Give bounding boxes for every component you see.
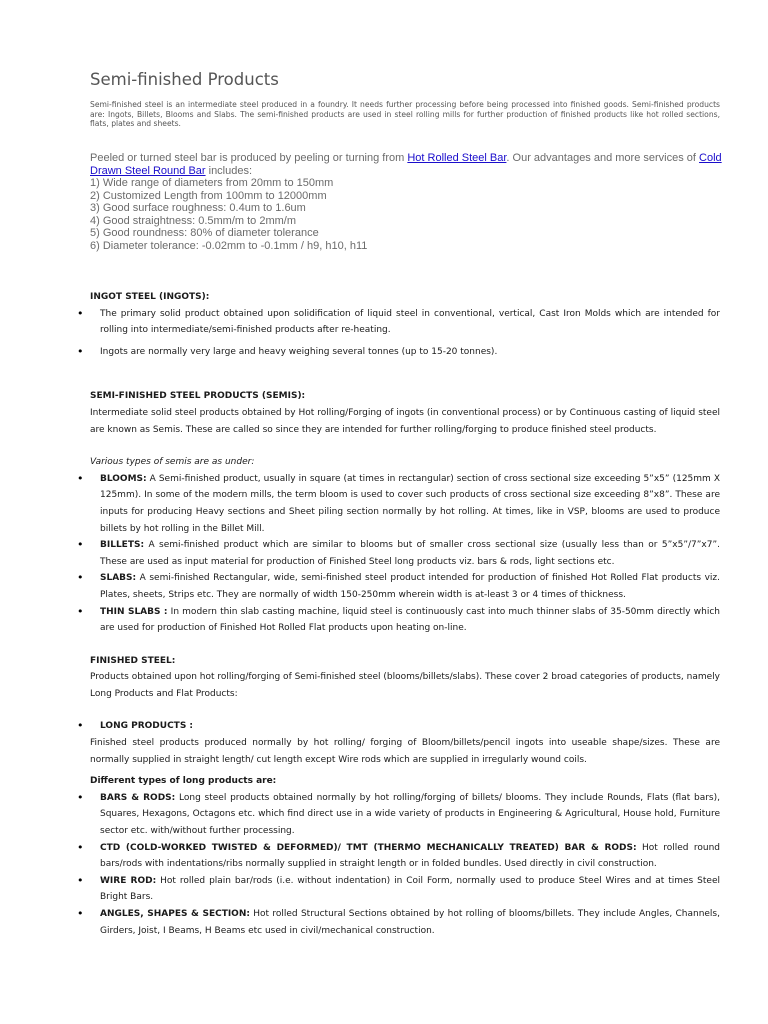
long-products-list [90, 718, 720, 735]
list-item [90, 873, 720, 906]
peeled-lead-text: Peeled or turned steel bar is produced by peeling or turning from [90, 152, 408, 164]
peeled-list-item: 1) Wide range of diameters from 20mm to 150mm [90, 177, 334, 189]
ctd-tmt-label: CTD (COLD-WORKED TWISTED & DEFORMED)/ TMT (THERMO MECHANICALLY TREATED) BAR & RODS: [100, 842, 637, 853]
list-item [90, 906, 720, 939]
bars-rods-label: BARS & RODS: [100, 792, 176, 803]
peeled-list-item: 2) Customized Length from 100mm to 12000mm [90, 189, 327, 202]
semis-types-intro: Various types of semis are as under: [90, 457, 255, 468]
list-item [90, 537, 720, 570]
list-item: • The primary solid product obtained upon solidification of liquid steel in conventional, vertical, Cast Iron Molds which are intended for rolling into intermediate/semi-finished products after re-heating. [90, 306, 720, 339]
peeled-bar-section [90, 152, 722, 252]
list-item: • Ingots are normally very large and heavy weighing several tonnes (up to 15-20 tonnes). [90, 344, 720, 361]
bars-rods-text: Long steel products obtained normally by hot rolling/forging of billets/ blooms. They include Rounds, Flats (flat bars), Squares, Hexagons, Octagons etc. which find direct use in a wide variety of products in Engineering & Agricultural, House hold, Furniture sector etc. with/without further processing. [100, 792, 720, 837]
thin-slabs-text: In modern thin slab casting machine, liquid steel is continuously cast into much thinner slabs of 35-50mm directly which are used for production of Finished Hot Rolled Flat products upon heating on-line. [100, 606, 720, 634]
finished-paragraph: Products obtained upon hot rolling/forging of Semi-finished steel (blooms/billets/slabs). These cover 2 broad categories of products, namely Long Products and Flat Products: [90, 672, 721, 699]
long-products-label: LONG PRODUCTS : [100, 721, 194, 732]
angles-text: Hot rolled Structural Sections obtained by hot rolling of blooms/billets. They include Angles, Channels, Girders, Joist, I Beams, H Beams etc used in civil/mechanical construction. [100, 909, 720, 936]
peeled-mid-text: . Our advantages and more services of [506, 152, 700, 164]
ingot-list [90, 306, 720, 361]
blooms-text: A Semi-finished product, usually in square (at times in rectangular) section of cross sectional size exceeding 5”x5” (125mm X 125mm). In some of the modern mills, the term bloom is used to cover such products of cross sectional size exceeding 8”x8”. These are inputs for producing Heavy sections and Sheet piling section normally by hot rolling. At times, like in VSP, blooms are used to produce billets by hot rolling in the Billet Mill. [100, 473, 720, 534]
wire-rod-text: Hot rolled plain bar/rods (i.e. without indentation) in Coil Form, normally used to produce Steel Wires and at times Steel Bright Bars. [100, 875, 720, 903]
list-item [90, 790, 720, 840]
blooms-label: BLOOMS: [100, 473, 147, 484]
billets-text: A semi-finished product which are similar to blooms but of smaller cross sectional size (usually less than or 5”x5”/7”x7”. These are used as input material for production of Finished Steel long products viz. bars & rods, light sections etc. [100, 540, 720, 567]
list-item [90, 570, 720, 603]
ctd-tmt-text: Hot rolled round bars/rods with indentations/ribs normally supplied in straight length or in folded bundles. Used directly in civil construction. [100, 842, 720, 870]
peeled-list-item: 6) Diameter tolerance: -0.02mm to -0.1mm / h9, h10, h11 [90, 239, 368, 252]
page-title: Semi-finished Products [90, 70, 279, 89]
list-item [90, 471, 720, 537]
list-item [90, 604, 720, 637]
list-item [90, 840, 720, 873]
long-types-heading: Different types of long products are: [90, 776, 277, 787]
slabs-label: SLABS: [100, 573, 137, 584]
slabs-text: A semi-finished Rectangular, wide, semi-finished steel product intended for production of finished Hot Rolled Flat products viz. Plates, sheets, Strips etc. They are normally of width 150-250mm wherein width is at-least 3 or 4 times of thickness. [100, 573, 720, 600]
peeled-list-item: 4) Good straightness: 0.5mm/m to 2mm/m [90, 214, 297, 227]
hot-rolled-steel-bar-link[interactable]: Hot Rolled Steel Bar [407, 152, 507, 164]
peeled-tail-text: includes: [205, 164, 253, 177]
ingot-heading: INGOT STEEL (INGOTS): [90, 292, 210, 302]
finished-heading: FINISHED STEEL: [90, 655, 176, 666]
long-types-list [90, 790, 720, 939]
list-item [90, 718, 720, 735]
intro-paragraph: Semi-finished steel is an intermediate steel produced in a foundry. It needs further processing before being processed into finished goods. Semi-finished products are: Ingots, Billets, Blooms and Slabs. The semi-finished products are used in steel rolling mills for further production of finished products like hot rolled sections, flats, plates and sheets. [90, 100, 720, 128]
peeled-list-item: 3) Good surface roughness: 0.4um to 1.6um [90, 202, 306, 214]
cold-drawn-steel-round-bar-link[interactable]: Cold Drawn Steel Round Bar [90, 152, 722, 177]
wire-rod-label: WIRE ROD: [100, 875, 157, 886]
semis-types-list [90, 471, 720, 637]
long-products-paragraph: Finished steel products produced normally by hot rolling/ forging of Bloom/billets/pencil ingots into useable shape/sizes. These are normally supplied in straight length/ cut length except Wire rods which are supplied in irregularly wound coils. [90, 738, 720, 765]
thin-slabs-label: THIN SLABS : [100, 606, 168, 617]
main-body [90, 289, 720, 939]
billets-label: BILLETS: [100, 540, 145, 551]
angles-label: ANGLES, SHAPES & SECTION: [100, 909, 250, 919]
semis-paragraph: Intermediate solid steel products obtained by Hot rolling/Forging of ingots (in conventional process) or by Continuous casting of liquid steel are known as Semis. These are called so since they are intended for further rolling/forging to produce finished steel products. [90, 407, 720, 435]
semis-heading: SEMI-FINISHED STEEL PRODUCTS (SEMIS): [90, 391, 306, 402]
peeled-list-item: 5) Good roundness: 80% of diameter tolerance [90, 227, 319, 239]
